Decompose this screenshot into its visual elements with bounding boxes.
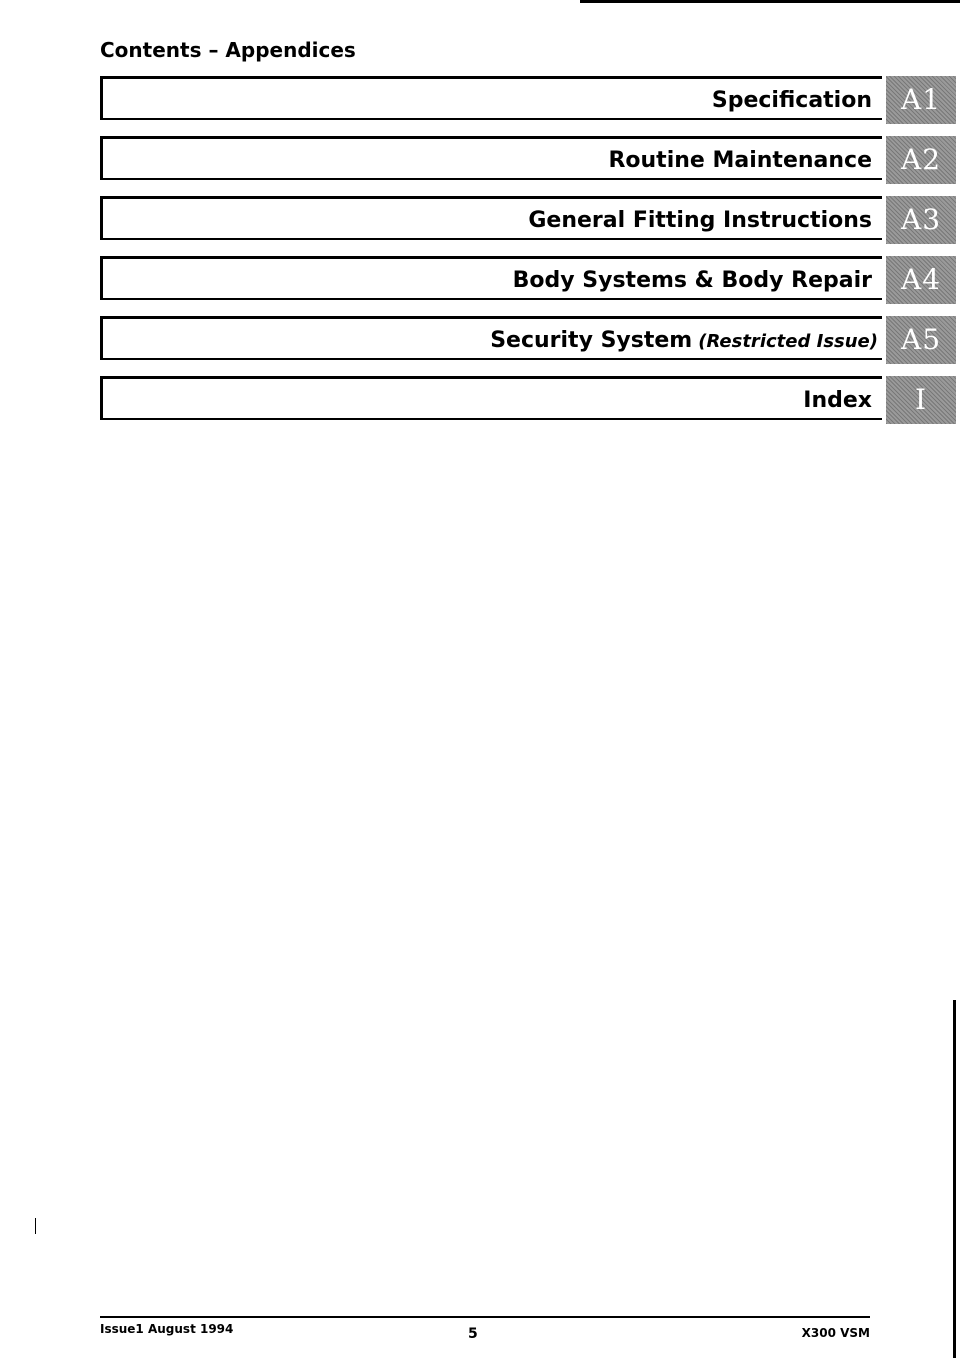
toc-item-title: Index xyxy=(803,388,872,413)
toc-item-title: Security System xyxy=(490,328,693,353)
toc-item-label xyxy=(528,206,878,237)
right-margin-rule xyxy=(953,1000,956,1358)
toc-item-note: (Restricted Issue) xyxy=(698,331,878,352)
issue-date: Issue1 August 1994 xyxy=(100,1322,234,1336)
section-tab-a5[interactable]: A5 xyxy=(886,316,956,364)
toc-item-label xyxy=(712,86,878,117)
toc-item-body-systems[interactable] xyxy=(100,256,960,304)
section-tab-a3[interactable]: A3 xyxy=(886,196,956,244)
toc-item-label xyxy=(803,386,878,417)
page-number: 5 xyxy=(468,1326,478,1342)
toc-item-title: Specification xyxy=(711,88,872,113)
toc-item-specification[interactable] xyxy=(100,76,960,124)
section-tab-a1[interactable]: A1 xyxy=(886,76,956,124)
toc-item-frame xyxy=(100,376,882,420)
toc-item-title: General Fitting Instructions xyxy=(528,208,872,233)
toc-item-title: Routine Maintenance xyxy=(608,148,872,173)
toc-item-security-system[interactable] xyxy=(100,316,960,364)
toc-item-label xyxy=(513,266,878,297)
top-rule xyxy=(580,0,960,3)
contents-list xyxy=(100,76,960,436)
toc-item-title: Body Systems & Body Repair xyxy=(512,268,872,293)
page-title: Contents – Appendices xyxy=(100,38,356,62)
toc-item-routine-maintenance[interactable] xyxy=(100,136,960,184)
toc-item-general-fitting-instructions[interactable] xyxy=(100,196,960,244)
section-tab-index[interactable]: I xyxy=(886,376,956,424)
toc-item-label xyxy=(608,146,878,177)
toc-item-index[interactable] xyxy=(100,376,960,424)
section-tab-a2[interactable]: A2 xyxy=(886,136,956,184)
document-code: X300 VSM xyxy=(801,1326,870,1340)
section-tab-a4[interactable]: A4 xyxy=(886,256,956,304)
margin-mark xyxy=(35,1218,36,1234)
page-footer xyxy=(100,1316,870,1344)
toc-item-label xyxy=(490,326,878,357)
